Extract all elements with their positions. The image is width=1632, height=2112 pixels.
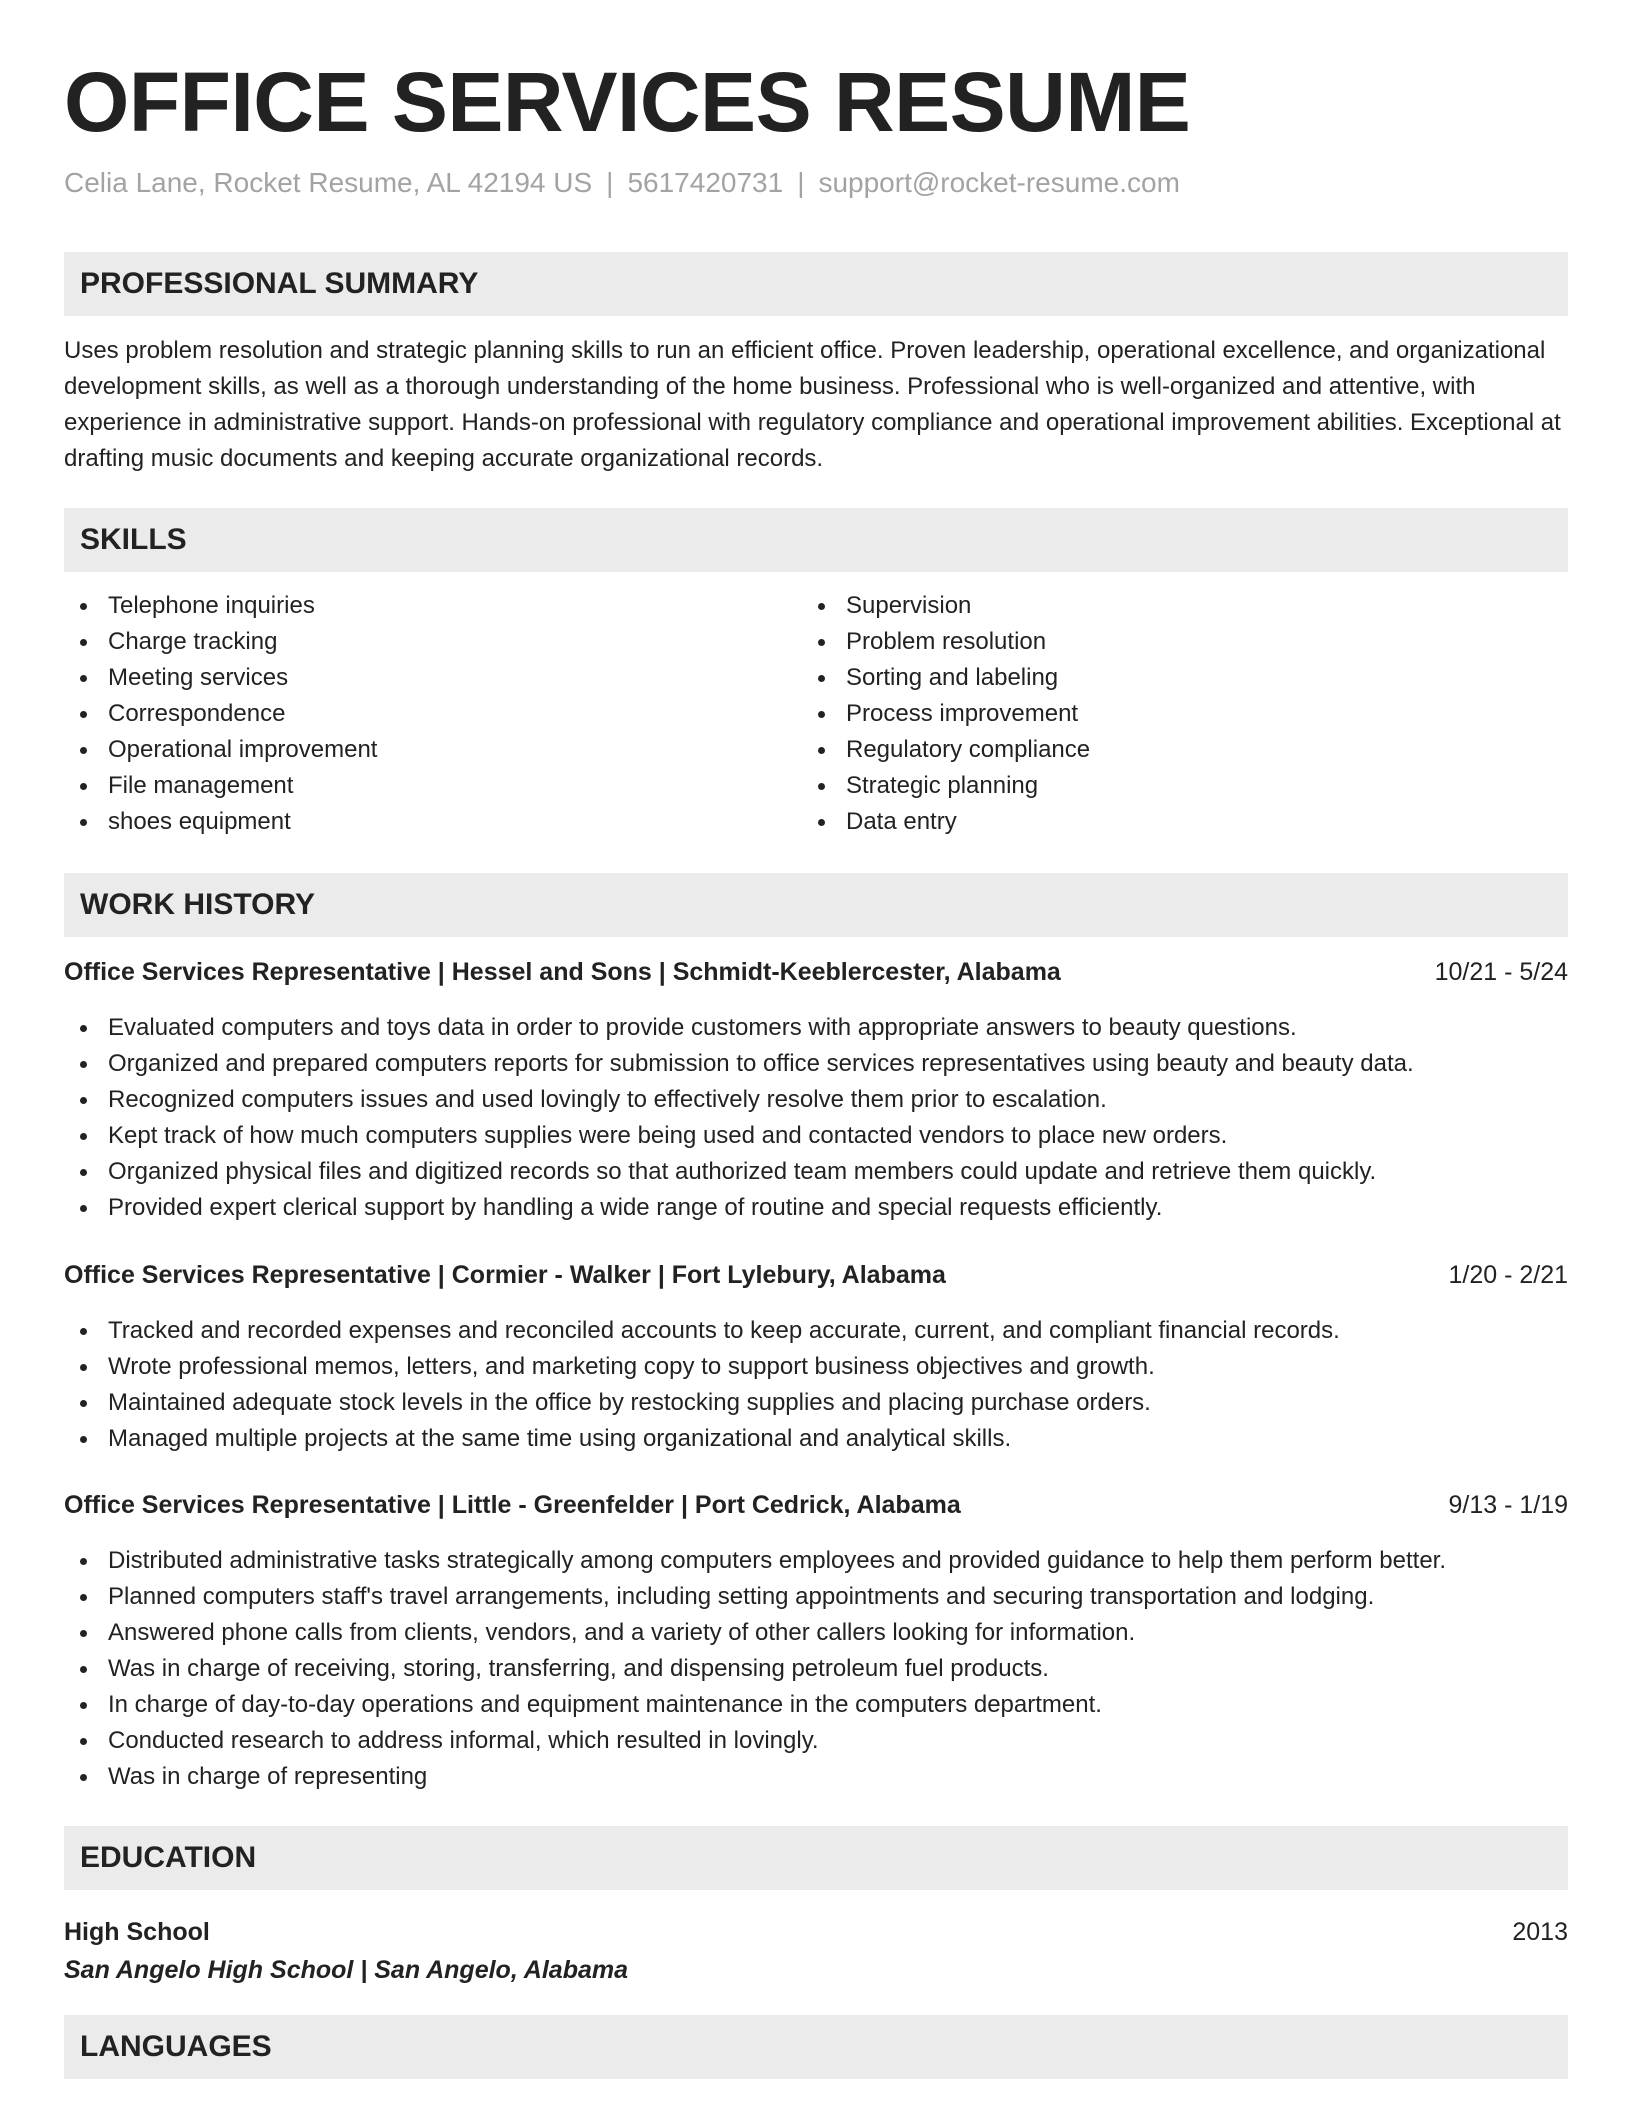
job-dates: 10/21 - 5/24 [1434, 958, 1568, 986]
languages-heading: LANGUAGES [64, 2015, 1568, 2079]
education-year: 2013 [1512, 1918, 1568, 1946]
skills-heading: SKILLS [64, 508, 1568, 572]
skills-list-right [802, 588, 1090, 840]
contact-separator: | [606, 167, 614, 198]
education-degree: High School [64, 1918, 210, 1946]
skill-item: Data entry [802, 804, 1090, 840]
skill-item: Correspondence [64, 696, 377, 732]
job-bullet: Distributed administrative tasks strategically among computers employees and provided guidance to help them perform better. [64, 1543, 1446, 1579]
skills-list-left [64, 588, 377, 840]
education-school: San Angelo High School | San Angelo, Alabama [64, 1956, 629, 1984]
job-bullet: Recognized computers issues and used lovingly to effectively resolve them prior to escalation. [64, 1082, 1414, 1118]
job-bullet: Maintained adequate stock levels in the office by restocking supplies and placing purchase orders. [64, 1385, 1340, 1421]
contact-phone: 5617420731 [627, 167, 784, 198]
job-bullets [64, 1313, 1340, 1457]
job-heading [64, 954, 1568, 990]
job-bullet: Planned computers staff's travel arrangements, including setting appointments and securing transportation and lodging. [64, 1579, 1446, 1615]
summary-text: Uses problem resolution and strategic planning skills to run an efficient office. Proven leadership, operational excellence, and organizational development skills, as well as a thorough understanding of the home business. Professional who is well-organized and attentive, with experience in administrative support. Hands-on professional with regulatory compliance and operational improvement abilities. Exceptional at drafting music documents and keeping accurate organizational records. [64, 337, 1561, 472]
skill-item: Charge tracking [64, 624, 377, 660]
skill-item: shoes equipment [64, 804, 377, 840]
contact-address: Celia Lane, Rocket Resume, AL 42194 US [64, 167, 593, 198]
job-title: Office Services Representative | Cormier - Walker | Fort Lylebury, Alabama [64, 1261, 946, 1289]
job-bullet: Wrote professional memos, letters, and marketing copy to support business objectives and growth. [64, 1349, 1340, 1385]
summary-heading: PROFESSIONAL SUMMARY [64, 252, 1568, 316]
skill-item: Supervision [802, 588, 1090, 624]
education-degree-row [64, 1914, 1568, 1950]
job-title: Office Services Representative | Hessel and Sons | Schmidt-Keeblercester, Alabama [64, 958, 1061, 986]
job-bullets [64, 1543, 1446, 1795]
job-bullet: Managed multiple projects at the same time using organizational and analytical skills. [64, 1421, 1340, 1457]
contact-email: support@rocket-resume.com [818, 167, 1180, 198]
skill-item: Regulatory compliance [802, 732, 1090, 768]
job-bullet: Provided expert clerical support by handling a wide range of routine and special requests efficiently. [64, 1190, 1414, 1226]
contact-line [64, 167, 1180, 199]
job-heading [64, 1257, 1568, 1293]
job-bullets [64, 1010, 1414, 1226]
skill-item: File management [64, 768, 377, 804]
job-dates: 9/13 - 1/19 [1448, 1491, 1568, 1519]
skill-item: Meeting services [64, 660, 377, 696]
skill-item: Telephone inquiries [64, 588, 377, 624]
skill-item: Process improvement [802, 696, 1090, 732]
job-bullet: In charge of day-to-day operations and equipment maintenance in the computers department. [64, 1687, 1446, 1723]
job-bullet: Tracked and recorded expenses and reconciled accounts to keep accurate, current, and compliant financial records. [64, 1313, 1340, 1349]
skill-item: Operational improvement [64, 732, 377, 768]
job-bullet: Evaluated computers and toys data in order to provide customers with appropriate answers to beauty questions. [64, 1010, 1414, 1046]
job-bullet: Was in charge of representing [64, 1759, 1446, 1795]
education-heading: EDUCATION [64, 1826, 1568, 1890]
skill-item: Problem resolution [802, 624, 1090, 660]
contact-separator: | [797, 167, 805, 198]
skill-item: Sorting and labeling [802, 660, 1090, 696]
job-bullet: Organized physical files and digitized records so that authorized team members could update and retrieve them quickly. [64, 1154, 1414, 1190]
job-bullet: Conducted research to address informal, which resulted in lovingly. [64, 1723, 1446, 1759]
job-dates: 1/20 - 2/21 [1448, 1261, 1568, 1289]
job-bullet: Was in charge of receiving, storing, transferring, and dispensing petroleum fuel products. [64, 1651, 1446, 1687]
job-title: Office Services Representative | Little - Greenfelder | Port Cedrick, Alabama [64, 1491, 961, 1519]
job-bullet: Answered phone calls from clients, vendors, and a variety of other callers looking for information. [64, 1615, 1446, 1651]
resume-title: OFFICE SERVICES RESUME [64, 55, 1191, 149]
job-heading [64, 1487, 1568, 1523]
work-history-heading: WORK HISTORY [64, 873, 1568, 937]
job-bullet: Kept track of how much computers supplies were being used and contacted vendors to place new orders. [64, 1118, 1414, 1154]
job-bullet: Organized and prepared computers reports for submission to office services representatives using beauty and beauty data. [64, 1046, 1414, 1082]
skill-item: Strategic planning [802, 768, 1090, 804]
